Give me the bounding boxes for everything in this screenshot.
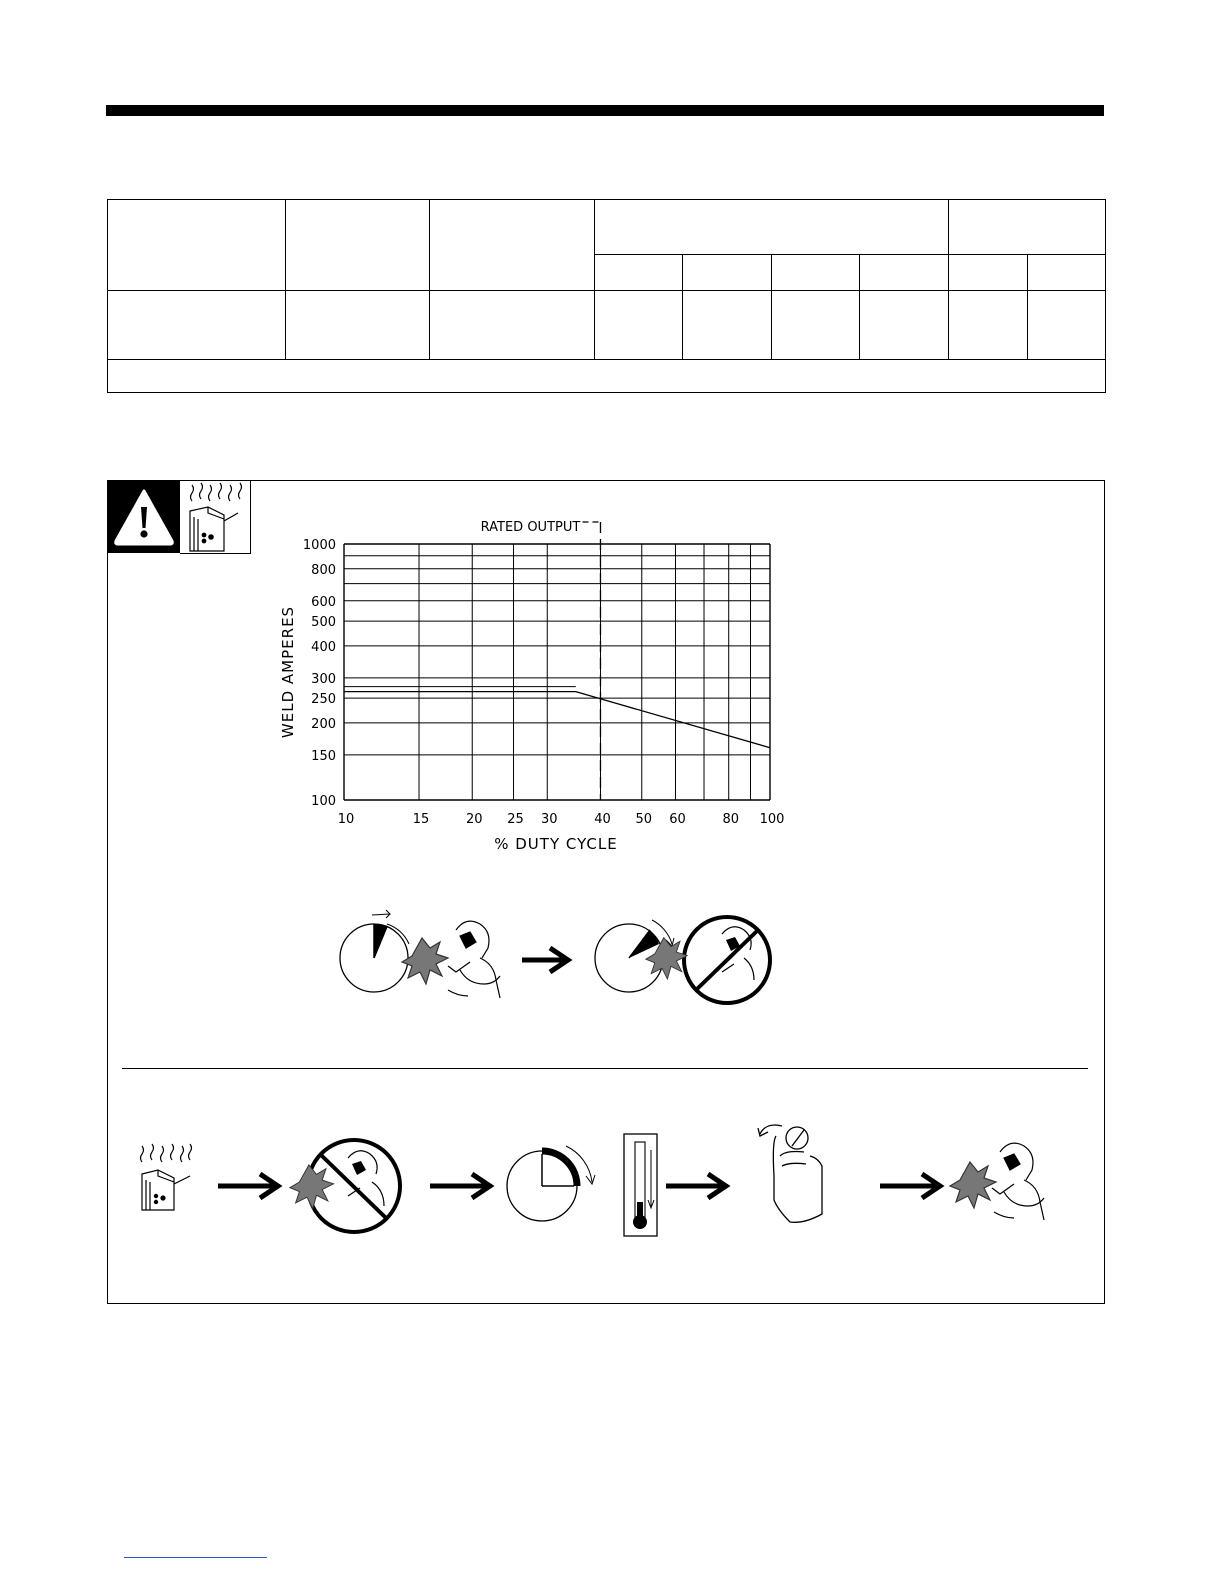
x-tick-label: 60 xyxy=(669,812,686,827)
arrow-icon xyxy=(522,948,568,972)
arrow-icon xyxy=(218,1174,278,1198)
x-tick-label: 25 xyxy=(507,812,524,827)
x-tick-label: 10 xyxy=(337,812,355,827)
thermometer-icon xyxy=(624,1134,657,1236)
rated-output-label: RATED OUTPUT xyxy=(480,520,581,535)
y-tick-label: 800 xyxy=(311,562,336,578)
y-tick-label: 100 xyxy=(311,794,336,809)
cooling-timer-icon xyxy=(507,1146,595,1221)
welder-icon xyxy=(950,1143,1044,1220)
chart-y-axis-label: WELD AMPERES xyxy=(279,605,297,739)
y-tick-label: 150 xyxy=(311,748,336,764)
chart-grid xyxy=(344,544,770,800)
x-tick-label: 100 xyxy=(759,812,785,827)
x-tick-label: 40 xyxy=(594,812,611,827)
arrow-icon xyxy=(430,1174,490,1198)
chart-y-tick-labels xyxy=(303,538,336,809)
y-tick-label: 400 xyxy=(311,639,336,655)
x-tick-label: 80 xyxy=(722,812,739,827)
y-tick-label: 200 xyxy=(311,716,336,732)
x-tick-label: 20 xyxy=(465,812,483,827)
hot-machine-icon xyxy=(141,1144,192,1210)
timer-icon xyxy=(340,910,409,992)
y-tick-label: 500 xyxy=(311,615,336,631)
x-tick-label: 50 xyxy=(635,812,653,827)
no-welding-icon xyxy=(290,1140,400,1232)
series-line xyxy=(344,692,770,748)
welder-icon xyxy=(402,921,500,998)
y-tick-label: 250 xyxy=(311,692,336,708)
footer-link-underline xyxy=(124,1557,267,1558)
y-tick-label: 300 xyxy=(311,671,336,687)
y-tick-label: 1000 xyxy=(302,538,336,553)
x-tick-label: 30 xyxy=(540,812,558,827)
x-tick-label: 15 xyxy=(412,812,430,827)
y-tick-label: 600 xyxy=(311,594,336,610)
chart-x-tick-labels xyxy=(338,812,785,827)
section-divider xyxy=(122,1068,1088,1069)
overheating-sequence xyxy=(130,1110,1070,1250)
hand-adjust-knob-icon xyxy=(758,1125,822,1222)
duty-cycle-sequence xyxy=(330,900,780,1012)
arrow-icon xyxy=(880,1174,940,1198)
chart-x-axis-label: % DUTY CYCLE xyxy=(494,835,618,853)
arrow-icon xyxy=(666,1174,726,1198)
